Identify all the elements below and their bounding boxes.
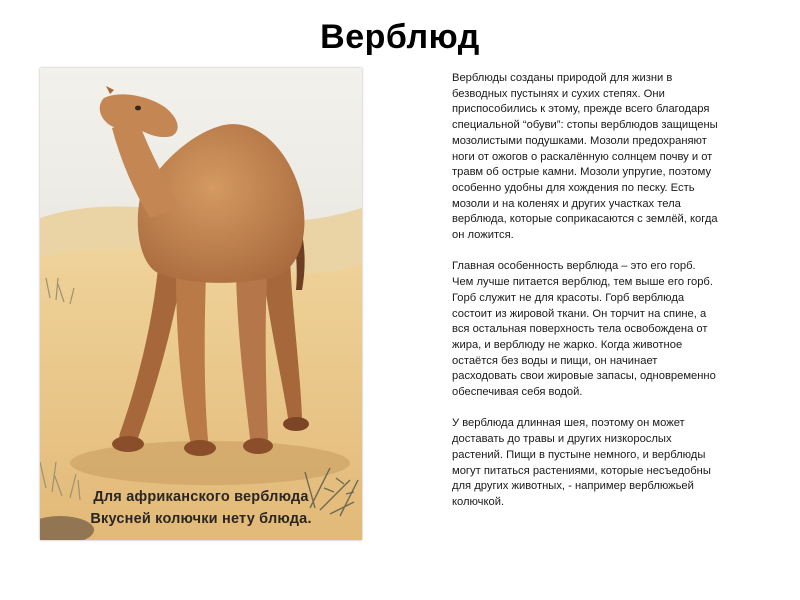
text-line: мозоли и на коленях и других участках тела bbox=[452, 197, 681, 210]
text-line: Главная особенность верблюда – это его горб. bbox=[452, 260, 696, 273]
paragraph-gap bbox=[452, 244, 774, 260]
text-line: Верблюды созданы природой для жизни в bbox=[452, 72, 673, 84]
text-line: вся остальная поверхность тела освобождена от bbox=[452, 323, 708, 336]
foot bbox=[184, 440, 216, 456]
text-line: жира, и верблюду не жарко. Когда животное bbox=[452, 338, 683, 351]
text-line: травм об острые камни. Мозоли упругие, поэтому bbox=[452, 166, 712, 179]
text-line: мозолистыми подушками. Мозоли предохраняют bbox=[452, 134, 707, 147]
text-line: приспособились к этому, прежде всего благодаря bbox=[452, 103, 710, 116]
paragraph-gap bbox=[452, 401, 774, 417]
text-line: Горб служит не для красоты. Горб верблюда bbox=[452, 291, 685, 304]
text-line: доставать до травы и других низкорослых bbox=[452, 433, 672, 446]
foot bbox=[112, 436, 144, 452]
text-line: остаётся без воды и пищи, он начинает bbox=[452, 354, 658, 367]
text-line: особенно удобны для хождения по песку. Есть bbox=[452, 181, 695, 194]
text-line: верблюда, которые соприкасаются с землёй, когда bbox=[452, 213, 718, 226]
text-line: безводных пустынях и сухих степях. Они bbox=[452, 87, 665, 100]
text-line: могут питаться растениями, которые несъедобны bbox=[452, 464, 711, 477]
text-line: У верблюда длинная шея, поэтому он может bbox=[452, 417, 685, 430]
text-line: состоит из жировой ткани. Он торчит на спине, а bbox=[452, 307, 707, 320]
text-line: расходовать свои жировые запасы, одновременно bbox=[452, 370, 716, 383]
text-line: ноги от ожогов о раскалённую солнцем почву и от bbox=[452, 150, 713, 163]
caption-line: Для африканского верблюда bbox=[93, 489, 309, 505]
picture-caption bbox=[40, 486, 362, 530]
text-line: колючкой. bbox=[452, 495, 505, 508]
camel-eye bbox=[135, 106, 141, 111]
article-text bbox=[452, 71, 774, 511]
text-line: растений. Пищи в пустыне немного, и верблюды bbox=[452, 448, 706, 461]
foot bbox=[283, 417, 309, 431]
text-line: он ложится. bbox=[452, 229, 514, 242]
paragraph bbox=[452, 71, 774, 244]
caption-line: Вкусней колючки нету блюда. bbox=[90, 511, 312, 527]
paragraph bbox=[452, 416, 774, 510]
text-line: специальной “обуви”: стопы верблюдов защищены bbox=[452, 119, 718, 132]
text-line: обеспечивая себя водой. bbox=[452, 386, 583, 399]
paragraph bbox=[452, 259, 774, 400]
camel-illustration bbox=[40, 68, 362, 540]
page-title: Верблюд bbox=[320, 18, 480, 56]
foot bbox=[243, 438, 273, 454]
text-line: Чем лучше питается верблюд, тем выше его горб. bbox=[452, 276, 713, 289]
text-line: для других животных, - например верблюжьей bbox=[452, 480, 694, 493]
